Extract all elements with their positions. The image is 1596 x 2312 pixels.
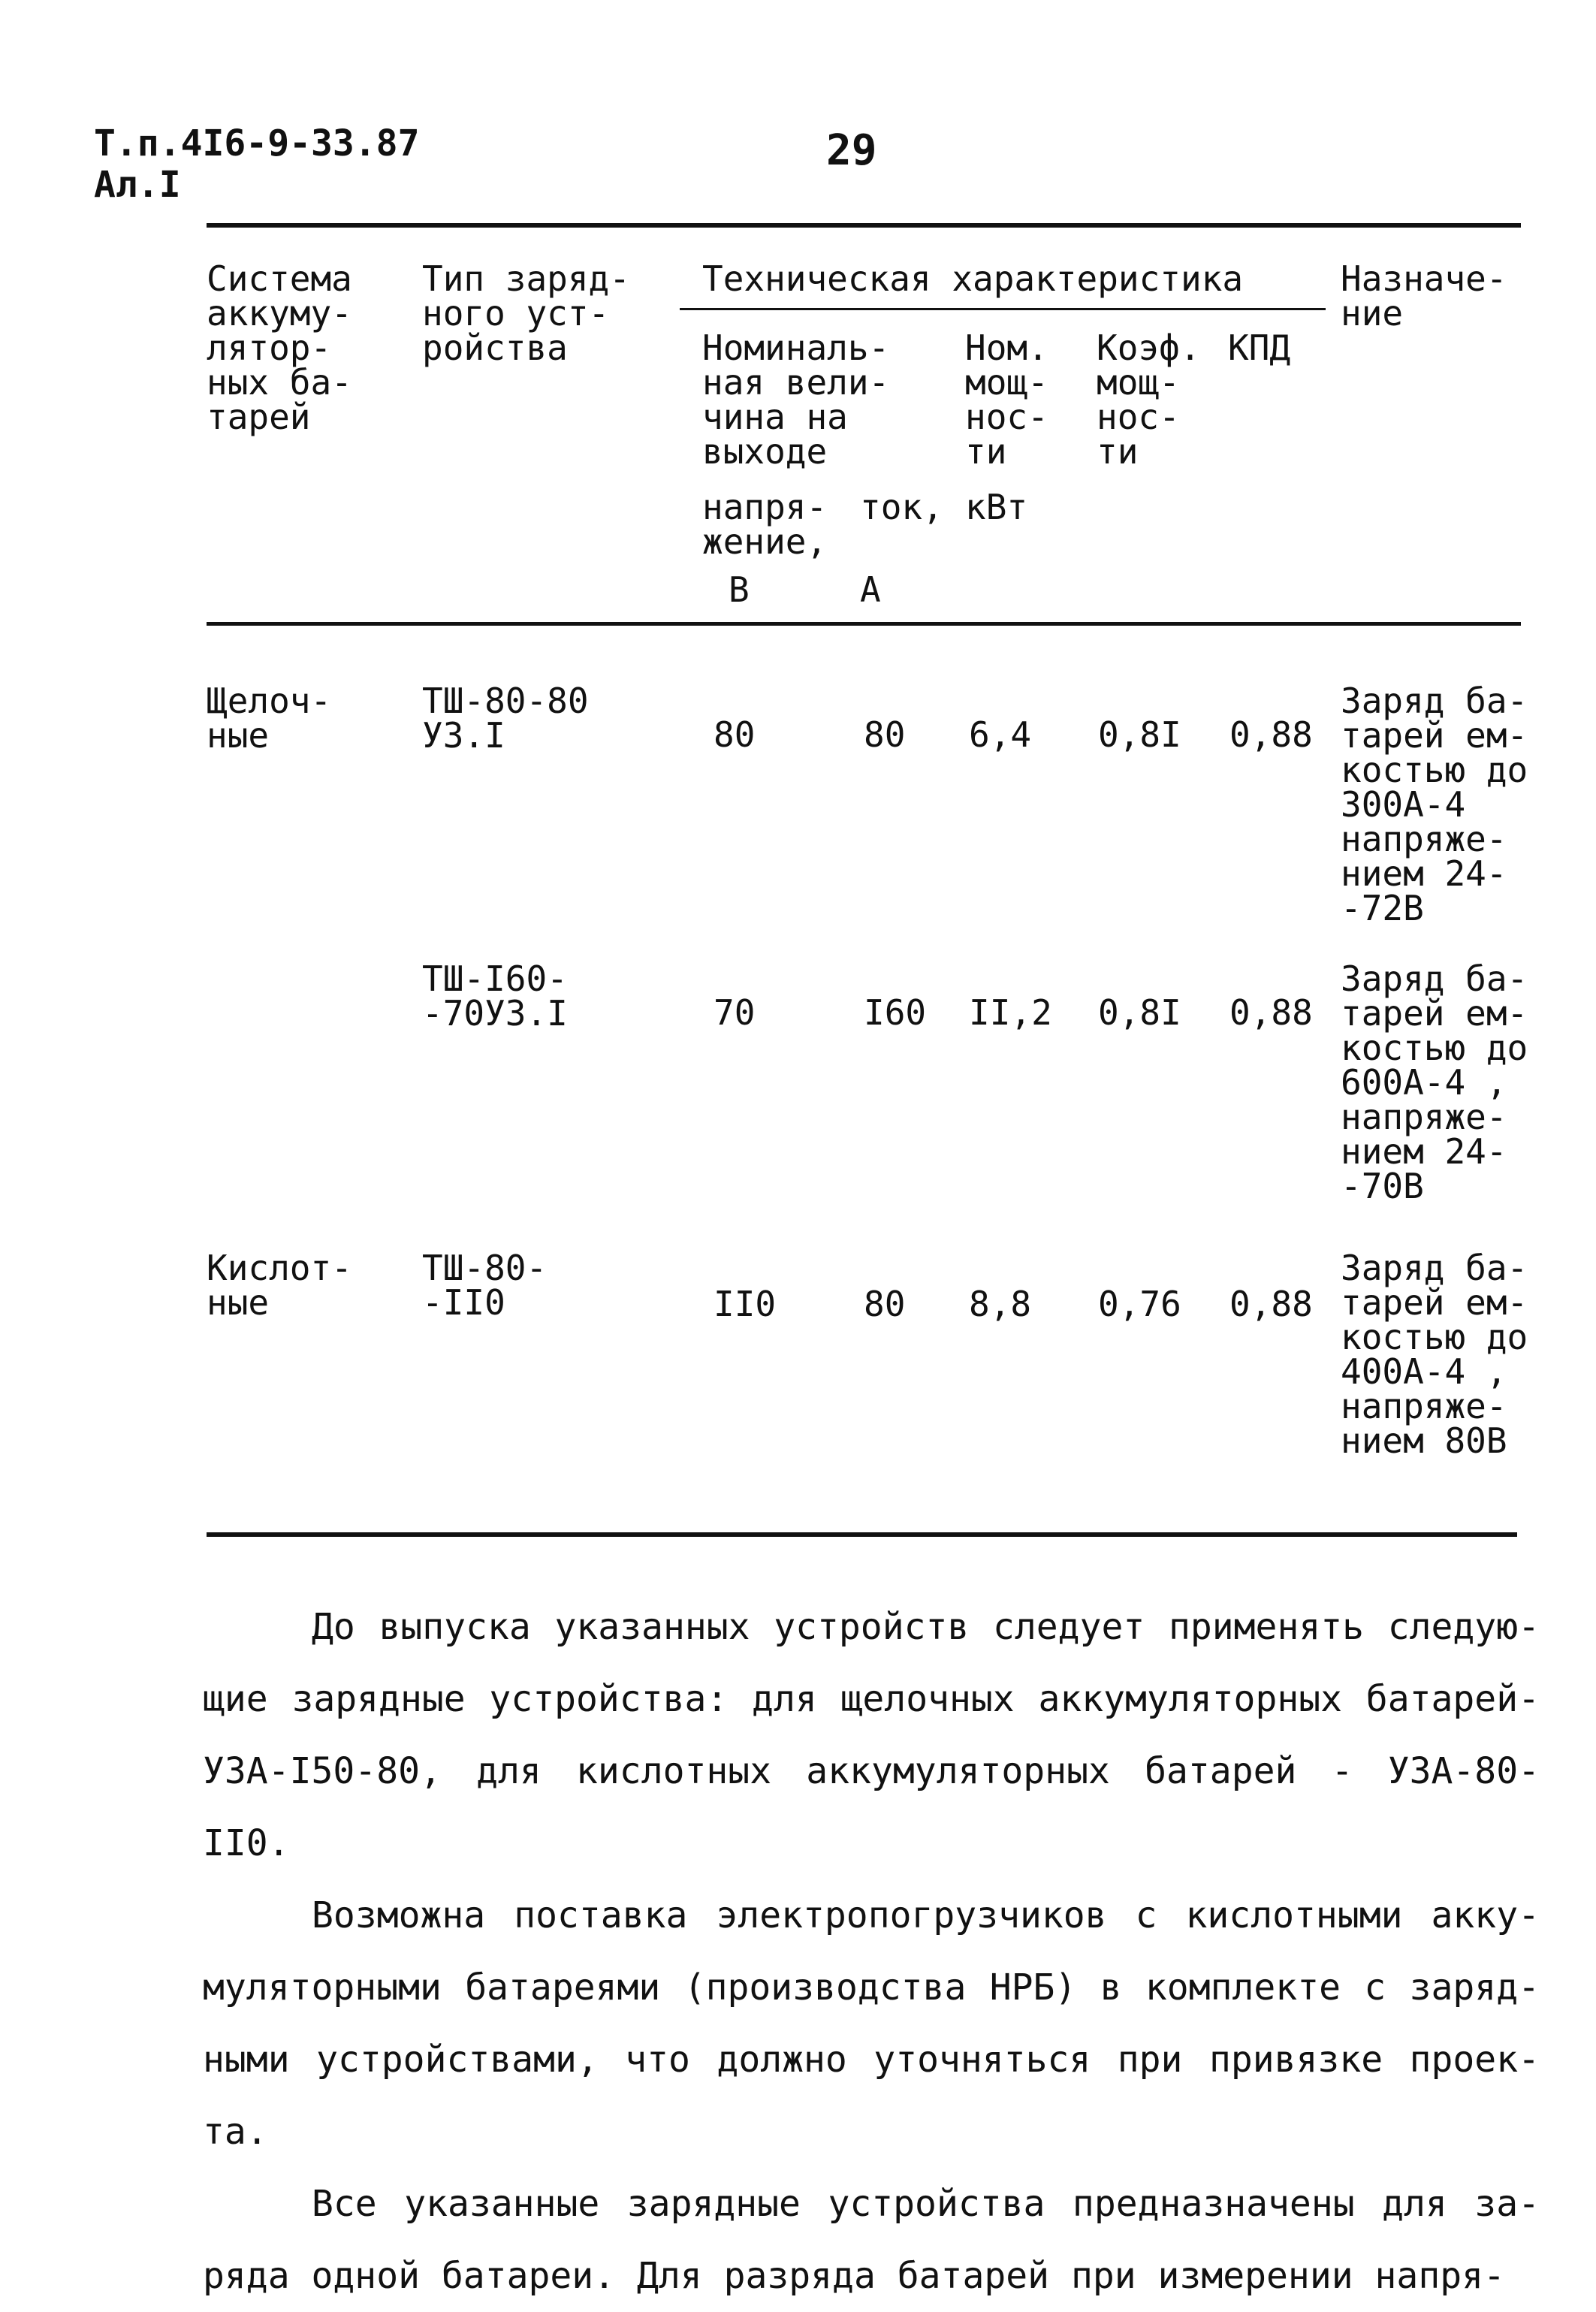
col-header-system: Система аккуму- лятор- ных ба- тарей — [207, 258, 352, 437]
row1-voltage: 80 — [714, 714, 756, 755]
subheader-coef: Коэф. мощ- нос- ти — [1097, 327, 1201, 472]
page-number: 29 — [826, 126, 877, 175]
paragraph: До выпуска указанных устройств следует применять следую-щие зарядные устройства: для щелочных аккумуляторных батарей-УЗА-I50-80, для кислотных аккумуляторных батарей - УЗА-80-II0. — [203, 1606, 1540, 1864]
row1-coef: 0,8I — [1098, 714, 1181, 755]
row2-voltage: 70 — [714, 992, 756, 1033]
row1-purpose: Заряд ба- тарей ем- костью до 300А-4 напряже- нием 24- -72В — [1341, 681, 1528, 928]
col-header-tech: Техническая характеристика — [702, 258, 1244, 299]
unit-v: В — [729, 569, 750, 610]
col-header-purpose: Назначе- ние — [1341, 258, 1507, 334]
row3-coef: 0,76 — [1098, 1284, 1181, 1324]
body-text — [203, 1591, 1540, 2312]
album-label: Ал.I — [94, 164, 181, 206]
col-header-device: Тип заряд- ного уст- ройства — [422, 258, 630, 368]
subheader-voltage: напря- жение, — [702, 487, 828, 562]
row3-voltage: II0 — [714, 1284, 777, 1324]
row1-kpd: 0,88 — [1229, 714, 1313, 755]
row1-current: 80 — [864, 714, 906, 755]
row1-system: Щелоч- ные — [207, 681, 332, 756]
row2-power: II,2 — [969, 992, 1052, 1033]
table-bottom-rule — [207, 1532, 1517, 1537]
subheader-power: Ном. мощ- нос- ти — [965, 327, 1048, 472]
row2-coef: 0,8I — [1098, 992, 1181, 1033]
row3-current: 80 — [864, 1284, 906, 1324]
row3-power: 8,8 — [969, 1284, 1032, 1324]
table-header-bottom-rule — [207, 622, 1521, 626]
row3-purpose: Заряд ба- тарей ем- костью до 400А-4 , напряже- нием 80В — [1341, 1248, 1528, 1461]
row2-device: ТШ-I60- -70У3.I — [422, 958, 568, 1034]
unit-kw: кВт — [965, 487, 1028, 527]
paragraph: Возможна поставка электропогрузчиков с кислотными акку-муляторными батареями (производства НРБ) в комплекте с заряд-ными устройствами, что должно уточняться при привязке проек-та. — [203, 1894, 1540, 2153]
subheader-kpd: КПД — [1228, 327, 1291, 368]
row2-current: I60 — [864, 992, 927, 1033]
unit-a: А — [860, 569, 881, 610]
subheader-current: ток, — [860, 487, 943, 527]
row3-system: Кислот- ные — [207, 1248, 352, 1323]
row1-power: 6,4 — [969, 714, 1032, 755]
table-top-rule — [207, 223, 1521, 228]
row3-device: ТШ-80- -II0 — [422, 1248, 548, 1323]
row3-kpd: 0,88 — [1229, 1284, 1313, 1324]
tech-header-rule — [680, 308, 1326, 310]
row2-purpose: Заряд ба- тарей ем- костью до 600А-4 , напряже- нием 24- -70В — [1341, 958, 1528, 1206]
document-code: Т.п.4I6-9-33.87 — [94, 122, 420, 164]
paragraph: Все указанные зарядные устройства предназначены для за-ряда одной батареи. Для разряда батарей при измерении напря- — [203, 2183, 1540, 2297]
row1-device: ТШ-80-80 У3.I — [422, 681, 589, 756]
subheader-nominal: Номиналь- ная вели- чина на выходе — [702, 327, 890, 472]
row2-kpd: 0,88 — [1229, 992, 1313, 1033]
